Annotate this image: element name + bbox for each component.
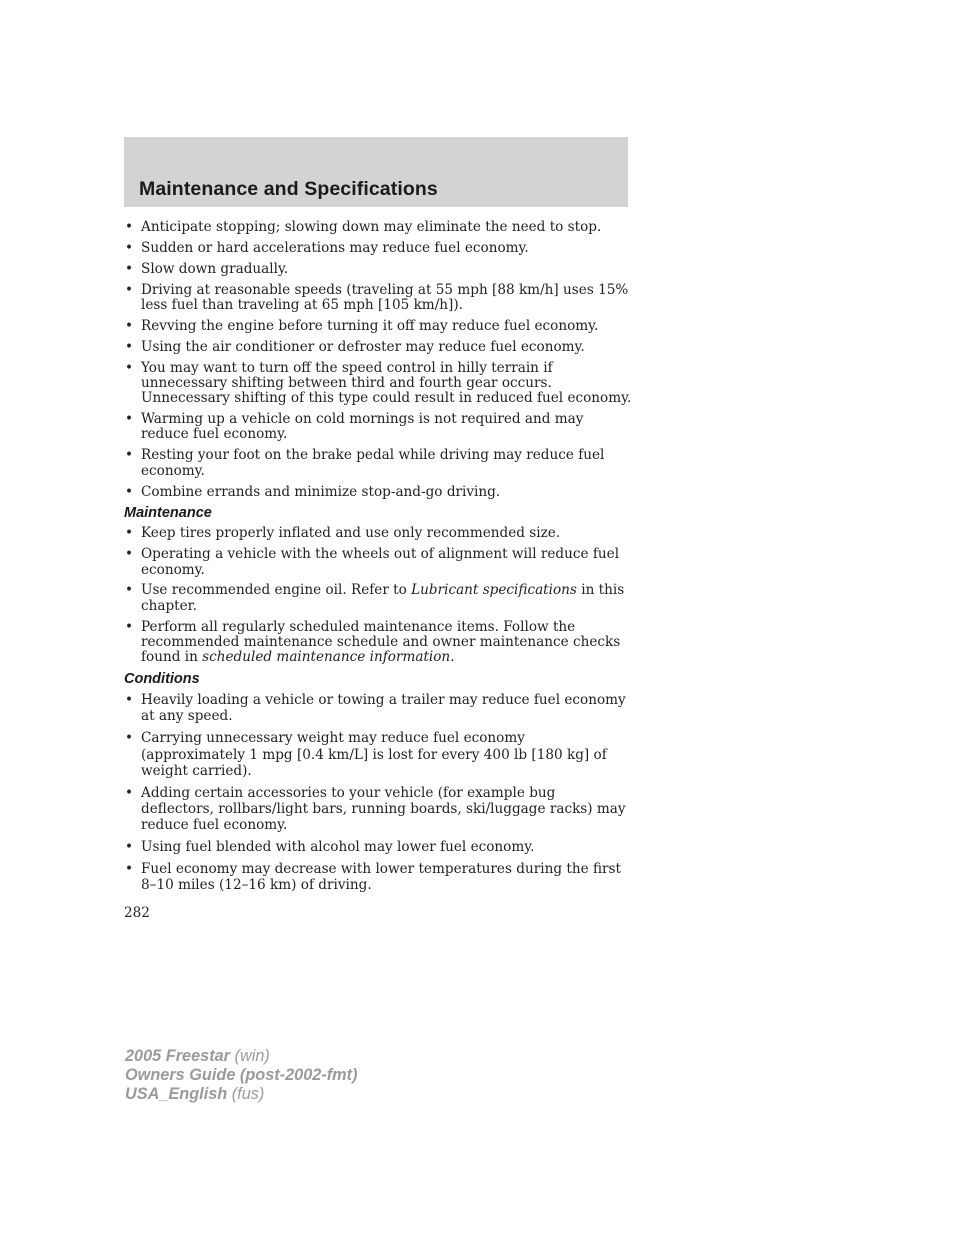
footer-model: 2005 Freestar	[125, 1047, 231, 1065]
list-item: • Adding certain accessories to your vehicle (for example bug deflectors, rollbars/light bars, running boards, ski/luggage racks) may reduce fuel economy.	[124, 785, 632, 834]
scheduled-maintenance-reference: scheduled maintenance information.	[202, 649, 455, 666]
list-item: • Using the air conditioner or defroster may reduce fuel economy.	[124, 340, 632, 355]
list-item: • Keep tires properly inflated and use only recommended size.	[124, 526, 632, 541]
list-item: • Anticipate stopping; slowing down may eliminate the need to stop.	[124, 220, 632, 235]
item-text: Perform all regularly scheduled maintenance items. Follow the recommended maintenance schedule and owner maintenance checks found in	[141, 618, 621, 666]
section-header-band	[124, 137, 628, 207]
list-item: • Sudden or hard accelerations may reduce fuel economy.	[124, 241, 632, 256]
maintenance-list	[124, 526, 632, 665]
item-text: Use recommended engine oil. Refer to	[141, 582, 412, 599]
footer-language-code: (fus)	[227, 1084, 265, 1103]
list-item: • Using fuel blended with alcohol may lower fuel economy.	[124, 839, 632, 855]
conditions-list	[124, 692, 632, 894]
maintenance-heading: Maintenance	[124, 505, 212, 522]
footer-guide: Owners Guide (post-2002-fmt)	[125, 1065, 358, 1084]
document-footer	[125, 1047, 358, 1103]
footer-line-language	[125, 1085, 358, 1104]
footer-line-model	[125, 1047, 358, 1066]
list-item: • Slow down gradually.	[124, 262, 632, 277]
list-item: • You may want to turn off the speed control in hilly terrain if unnecessary shifting between third and fourth gear occurs. Unnecessary shifting of this type could result in reduced fuel economy.	[124, 361, 632, 407]
page-number: 282	[124, 904, 150, 921]
footer-line-guide	[125, 1066, 358, 1085]
list-item: • Revving the engine before turning it off may reduce fuel economy.	[124, 319, 632, 334]
list-item: • Combine errands and minimize stop-and-go driving.	[124, 485, 632, 500]
list-item: • Carrying unnecessary weight may reduce fuel economy (approximately 1 mpg [0.4 km/L] is lost for every 400 lb [180 kg] of weight carried).	[124, 730, 632, 779]
list-item: • Fuel economy may decrease with lower temperatures during the first 8–10 miles (12–16 km) of driving.	[124, 861, 632, 894]
section-title: Maintenance and Specifications	[139, 178, 438, 200]
list-item: • Warming up a vehicle on cold mornings is not required and may reduce fuel economy.	[124, 412, 632, 443]
list-item: • Operating a vehicle with the wheels out of alignment will reduce fuel economy.	[124, 547, 632, 578]
list-item: • Driving at reasonable speeds (traveling at 55 mph [88 km/h] uses 15% less fuel than traveling at 65 mph [105 km/h]).	[124, 283, 632, 314]
conditions-heading: Conditions	[124, 671, 200, 688]
driving-tips-list	[124, 220, 632, 500]
list-item	[124, 620, 632, 666]
footer-language: USA_English	[125, 1084, 228, 1103]
footer-model-code: (win)	[230, 1047, 270, 1065]
list-item: • Heavily loading a vehicle or towing a trailer may reduce fuel economy at any speed.	[124, 692, 632, 725]
item-text: in this chapter.	[141, 582, 625, 614]
page-content	[124, 220, 632, 921]
lubricant-specifications-reference: Lubricant specifications	[411, 582, 577, 599]
list-item	[124, 583, 632, 614]
list-item: • Resting your foot on the brake pedal while driving may reduce fuel economy.	[124, 448, 632, 479]
